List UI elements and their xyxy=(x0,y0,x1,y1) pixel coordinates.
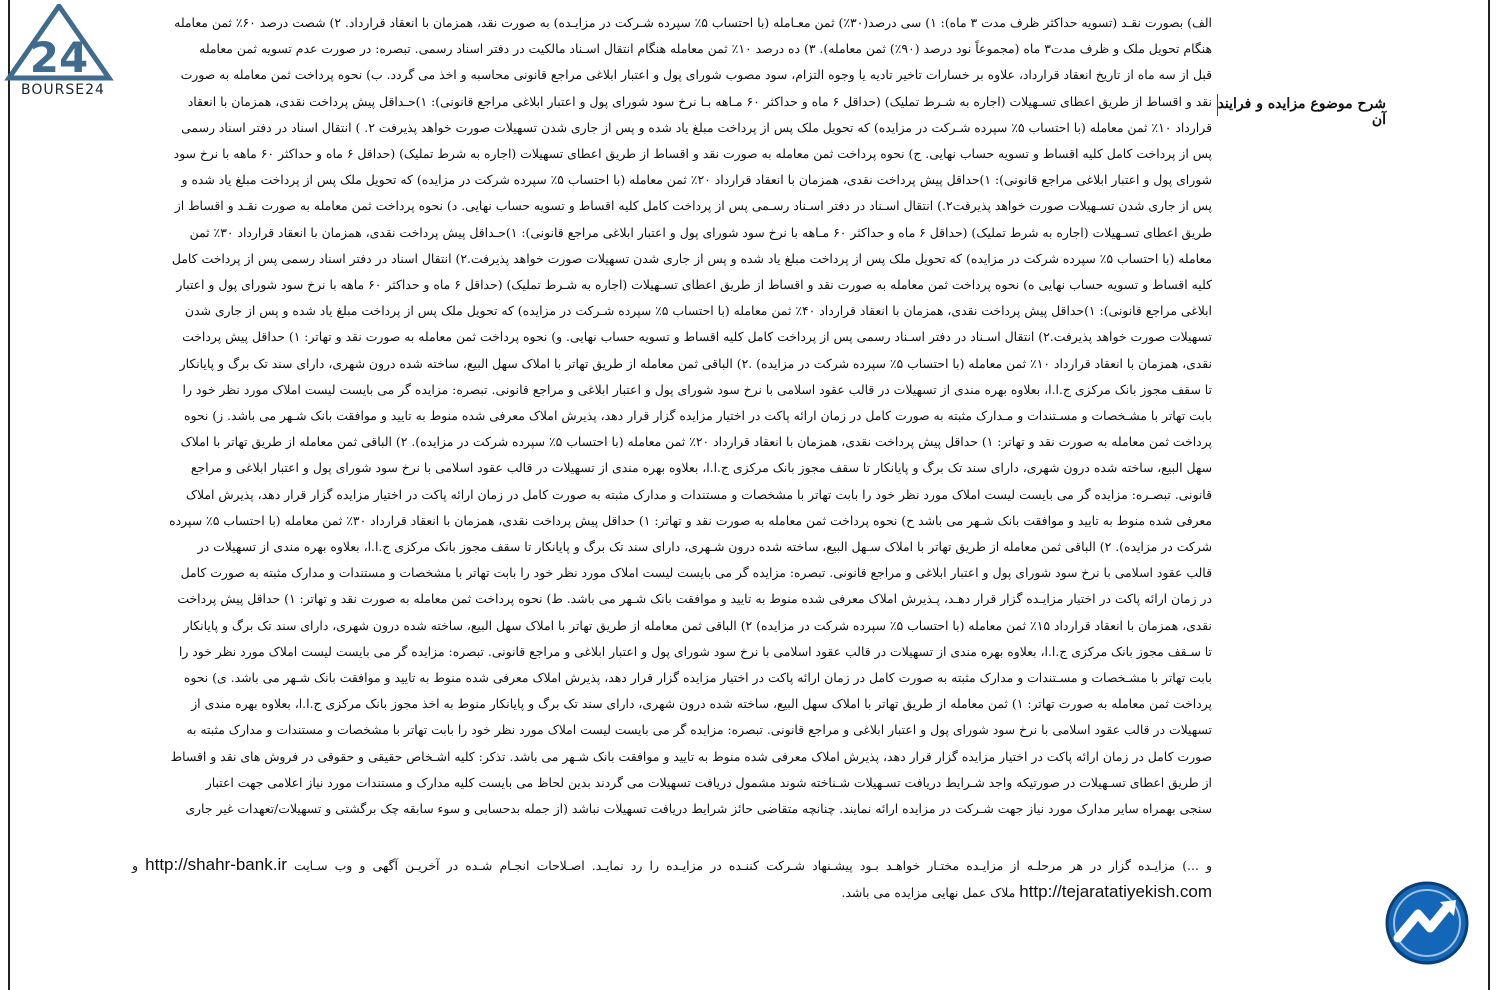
body-line: الف) بصورت نقـد (تسویه حداکثر ظرف مدت ۳ ماه): ۱) سی درصد(۳۰٪) ثمن معـامله (با احتساب ۵٪ سپرده شـرکت در مزایـده) به صورت نقد، همزمان با انعقاد قرارداد. ۲) شصت درصد ۶۰٪ ثمن معامله xyxy=(174,15,1212,30)
body-line: بابت تهاتر با مشـخصات و مسـتندات و مدارک مثبته به صورت کامل در زمان ارائه پاکت در اختیار مزایده گزار قرار دهد، پذیرش املاک معرفی شده منوط به تایید و موافقت بانک شـهر می باشد. ی) نحوه xyxy=(183,670,1212,686)
body-line: تا سـقف مجوز بانک مرکزی ج.ا.ا، بعلاوه بهره مندی از تسهیلات در قالب عقود اسلامی با نرخ سود شورای پول و اعتبار ابلاغی و مراجع قانونی. تبصره: مزایده گر می بایست لیست املاک مورد نظر خود را xyxy=(178,643,1212,659)
label-divider xyxy=(1217,94,1218,116)
logo-mark-icon xyxy=(4,4,114,84)
page-border-left xyxy=(8,0,10,990)
tail-conjunction: و xyxy=(132,858,138,873)
body-line: قانونی. تبصـره: مزایده گر می بایست لیست املاک مورد نظر خود را بابت تهاتر با مشخصات و مستندات و مدارک مثبته به صورت کامل در زمان ارائه پاکت در اختیار مزایده گزار قرار دهد، پذیرش املاک xyxy=(185,486,1212,502)
body-line: قبل از سه ماه از تاریخ انعقاد قرارداد، علاوه بر خسارات تاخیر تادیه یا وجوه التزام، سود مصوب شورای پول و اعتبار ابلاغی مراجع قانونی محاسبه و اخذ می گردد. ب) نحوه پرداخت ثمن معامله به صورت xyxy=(180,67,1212,83)
body-line: از طریق اعطای تسـهیلات در صورتیکه واجد شـرایط دریافت تسـهیلات شـناخته شوند مشمول دریافت تسهیلات می گردند بدین لحاظ می بایست کلیه مدارک و مستندات مورد نیاز اعلامی جهت اعتبار xyxy=(205,774,1212,790)
tail-line-1-text: و ...) مزایـده گزار در هر مرحلـه از مزایـده مختـار خواهـد بـود پیشـنهاد شـرکت کننـده در مزایـده را رد نمایـد. اصـلاحات انجـام شـده در آخریـن آگهی و وب سـایت xyxy=(294,858,1212,873)
body-line: پرداخت ثمن معامله به صورت نقد و تهاتر: ۱) حداقل پیش پرداخت نقدی، همزمان با انعقاد قرارداد ۲۰٪ ثمن معامله (با احتساب ۵٪ سپرده شرکت در مزایده). ۲) الباقی ثمن معامله از طریق تهاتر با املاک xyxy=(180,434,1212,450)
body-line: معرفی شده منوط به تایید و موافقت بانک شـهر می باشد ح) نحوه پرداخت ثمن معامله به صورت نقد و تهاتر: ۱) حداقل پیش پرداخت نقدی، همزمان با انعقاد قرارداد ۳۰٪ ثمن معامله (با احتساب ۵٪ سپرده xyxy=(169,512,1212,528)
body-line: ابلاغی مراجع قانونی): ۱)حداقل پیش پرداخت نقدی، همزمان با انعقاد قرارداد ۴۰٪ ثمن معامله (با احتساب ۵٪ سپرده شـرکت در مزایده) که تحویل ملک پس از پرداخت مبلغ یاد شده و پس از جاری شدن xyxy=(184,303,1212,319)
trend-badge[interactable] xyxy=(1384,880,1470,966)
body-line: تا سقف مجوز بانک مرکزی ج.ا.ا، بعلاوه بهره مندی از تسهیلات در قالب عقود اسلامی با نرخ سود شورای پول و اعتبار ابلاغی و مراجع قانونی. تبصره: مزایده گر می بایست لیست املاک مورد نظر خود را xyxy=(182,381,1212,397)
body-line: صورت کامل در زمان ارائه پاکت در اختیار مزایده گزار قرار دهد، پذیرش املاک معرفی شده منوط به تایید و موافقت بانک شـهر می باشد. تذکر: کلیه اشـخاص حقیقی و حقوقی در فروش های نقد و اقساط xyxy=(170,748,1212,764)
auction-description-body xyxy=(132,10,1212,822)
body-line: قالب عقود اسلامی با نرخ سود شورای پول و اعتبار ابلاغی و مراجع قانونی. تبصره: مزایده گر می بایست لیست املاک مورد نظر خود را بابت تهاتر با مشخصات و مستندات و مدارک مثبته به صورت کامل xyxy=(180,565,1212,581)
body-line: معامله (با احتساب ۵٪ سپرده شرکت در مزایده) که تحویل ملک پس از پرداخت مبلغ یاد شده و پس از جاری شدن تسهیلات صورت خواهد پذیرفت.۲) انتقال اسناد در دفتر اسناد رسمی پس از پرداخت کامل xyxy=(171,250,1212,266)
body-line: طریق اعطای تسـهیلات (اجاره به شرط تملیک) (حداقل ۶ ماه و حداکثر ۶۰ مـاهه با نرخ سود شورای پول و اعتبار ابلاغی مراجع قانونی): ۱)حـداقل پیش پرداخت نقدی، همزمان با انعقاد قرارداد ۳۰٪ ثمن xyxy=(189,224,1212,240)
body-line: نقد و اقساط از طریق اعطای تسـهیلات (اجاره به شـرط تملیک) (حداقل ۶ ماه و حداکثر ۶۰ مـاهه بـا نرخ سود شورای پول و اعتبار ابلاغی مراجع قانونی): ۱)حـداقل پیش پرداخت نقدی، همزمان با انعقاد xyxy=(187,93,1212,109)
body-line: تسهیلات در قالب عقود اسلامی با نرخ سود شورای پول و اعتبار ابلاغی و مراجع قانونی. تبصره: مزایده گر می بایست لیست املاک مورد نظر خود را بابت تهاتر با مشخصات و مستندات و مدارک مثبته به xyxy=(186,722,1212,738)
body-line: کلیه اقساط و تسویه حساب نهایی ه) نحوه پرداخت ثمن معامله به صورت نقد و اقساط از طریق اعطای تسـهیلات (اجاره به شـرط تملیک) (حداقل ۶ ماه و حداکثر ۶۰ ماهه با نرخ سود شورای پول و اعتبار xyxy=(176,277,1212,293)
body-line: بابت تهاتر با مشـخصات و مسـتندات و مـدارک مثبته به صورت کامل در زمان ارائه پاکت در اختیار مزایده گزار قرار دهد، پذیرش املاک معرفی شده منوط به تایید و موافقت بانک شـهر می باشد. ز) نحوه xyxy=(183,408,1212,424)
bourse24-logo[interactable] xyxy=(4,4,114,100)
body-line: پس از پرداخت کامل کلیه اقساط و تسویه حساب نهایی. ج) نحوه پرداخت ثمن معامله به صورت نقد و اقساط از طریق اعطای تسهیلات (اجاره به شرط تملیک) (حداقل ۶ ماه و حداکثر ۶۰ ماهه با نرخ سود xyxy=(173,146,1212,162)
tail-line-2-text: ملاک عمل نهایی مزایده می باشد. xyxy=(841,885,1016,900)
body-line: در زمان ارائه پاکت در اختیار مزایـده گزار قرار دهـد، پـذیرش املاک معرفی شده منوط به تایید و موافقت بانک شـهر می باشد. ط) نحوه پرداخت ثمن معامله به صورت نقد و تهاتر: ۱) حداقل پیش پرداخت xyxy=(177,591,1212,607)
body-line: نقدی، همزمان با انعقاد قرارداد ۱۰٪ ثمن معامله (با احتساب ۵٪ سپرده شرکت در مزایده) .۲) الباقی ثمن معامله از طریق تهاتر با املاک سهل البیع، ساخته شده درون شهری، دارای سند تک برگ و پایانکار xyxy=(179,355,1212,371)
trend-arrow-icon xyxy=(1384,880,1470,966)
section-label: شرح موضوع مزایده و فرایند آن xyxy=(1217,96,1386,128)
shahr-bank-link[interactable]: http://shahr-bank.ir xyxy=(145,855,287,874)
body-line: پس از جاری شدن تسـهیلات صورت خواهد پذیرفت۲.) انتقال اسـناد در دفتر اسـناد رسـمی پس از پرداخت کامل کلیه اقساط و تسویه حساب نهایی. د) نحوه پرداخت ثمن معامله به صورت نقـد و اقساط از xyxy=(174,198,1212,214)
page-border-right xyxy=(1488,0,1490,990)
tail-line-1 xyxy=(132,852,1212,879)
body-line: تسهیلات صورت خواهد پذیرفت.۲) انتقال اسـناد در دفتر اسـناد رسمی پس از پرداخت کامل کلیه اقساط و تسویه حساب نهایی. و) نحوه پرداخت ثمن معامله به صورت نقد و تهاتر: ۱) حداقل پیش پرداخت xyxy=(182,329,1212,345)
tejarat-kish-link[interactable]: http://tejaratatiyekish.com xyxy=(1019,882,1212,901)
logo-wordmark: BOURSE24 xyxy=(21,82,105,98)
body-line: پرداخت ثمن معامله به صورت تهاتر: ۱) ثمن معامله از طریق تهاتر با املاک سهل البیع، ساخته شده درون شهری، دارای سند تک برگ و پایانکار منوط به اخذ مجوز بانک مرکزی ج.ا.ا، بعلاوه بهره مندی از xyxy=(191,696,1212,712)
body-line: شرکت در مزایده). ۲) الباقی ثمن معامله از طریق تهاتر با املاک سـهل البیع، ساخته شده درون شـهری، دارای سند تک برگ و پایانکار تا سقف مجوز بانک مرکزی ج.ا.ا، بعلاوه بهره مندی از تسهیلات در xyxy=(197,539,1212,555)
body-line: سهل البیع، ساخته شده درون شهری، دارای سند تک برگ و پایانکار تا سقف مجوز بانک مرکزی ج.ا.ا، بعلاوه بهره مندی از تسهیلات در قالب عقود اسلامی با نرخ سود شورای پول و اعتبار ابلاغی و مراجع xyxy=(190,460,1212,476)
body-line: هنگام تحویل ملک و ظرف مدت۳ ماه (مجموعاً نود درصد (۹۰٪) ثمن معامله). ۳) ده درصد ۱۰٪ ثمن معامله هنگام انتقال اسـناد مالکیت در دفتر اسناد رسمی. تبصره: در صورت عدم تسویه ثمن معامله xyxy=(199,41,1212,57)
tail-line-2 xyxy=(132,878,1212,907)
body-line: سنجی بهمراه سایر مدارک مورد نیاز جهت شـرکت در مزایده ارائه نمایند. چنانچه متقاضی حائز شرایط دریافت تسهیلات نباشد (از جمله بدحسابی و سوء سابقه چک برگشتی و تسهیلات/تعهدات غیر جاری xyxy=(185,801,1212,817)
body-line: شورای پول و اعتبار ابلاغی مراجع قانونی): ۱)حداقل پیش پرداخت نقدی، همزمان با انعقاد قرارداد ۲۰٪ ثمن معامله (با احتساب ۵٪ سپرده شرکت در مزایده) که تحویل ملک پس از پرداخت مبلغ یاد شده و xyxy=(181,172,1212,188)
logo-mark-text: 24 xyxy=(29,33,89,82)
body-line: قرارداد ۱۰٪ ثمن معامله (با احتساب ۵٪ سپرده شـرکت در مزایده) که تحویل ملک پس از پرداخت مبلغ یاد شده و پس از جاری شدن تسهیلات صورت خواهد پذیرفت ۲. ) انتقال اسناد در دفتر اسناد رسمی xyxy=(181,119,1212,135)
body-line: نقدی، همزمان با انعقاد قرارداد ۱۵٪ ثمن معامله (با احتساب ۵٪ سپرده شرکت در مزایده) ۲) الباقی ثمن معامله از طریق تهاتر با املاک سهل البیع، ساخته شده درون شهری، دارای سند تک برگ و پایانکار xyxy=(183,617,1212,633)
